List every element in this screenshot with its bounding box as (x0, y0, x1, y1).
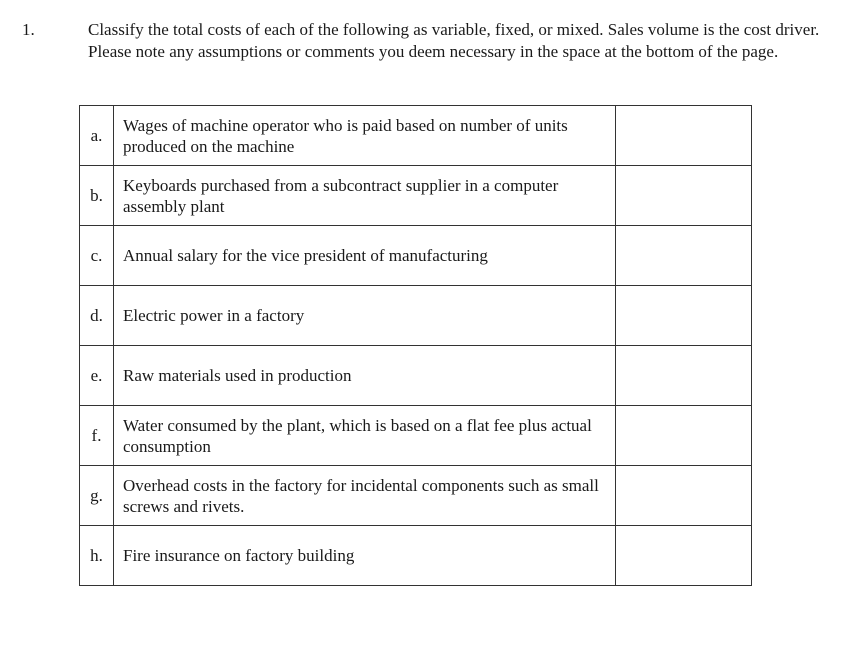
row-description: Water consumed by the plant, which is based on a flat fee plus actual consumption (114, 406, 616, 466)
table-row (80, 526, 752, 586)
answer-cell[interactable] (616, 466, 752, 526)
table-row (80, 406, 752, 466)
row-letter: e. (80, 346, 114, 406)
cost-classification-table (79, 105, 752, 586)
answer-cell[interactable] (616, 406, 752, 466)
row-description: Electric power in a factory (114, 286, 616, 346)
row-letter: d. (80, 286, 114, 346)
row-description: Annual salary for the vice president of manufacturing (114, 226, 616, 286)
table-row (80, 106, 752, 166)
row-letter: c. (80, 226, 114, 286)
answer-cell[interactable] (616, 286, 752, 346)
table-row (80, 346, 752, 406)
table-row (80, 166, 752, 226)
row-letter: f. (80, 406, 114, 466)
row-description: Keyboards purchased from a subcontract supplier in a computer assembly plant (114, 166, 616, 226)
answer-cell[interactable] (616, 346, 752, 406)
row-description: Fire insurance on factory building (114, 526, 616, 586)
table-row (80, 226, 752, 286)
row-letter: a. (80, 106, 114, 166)
question-text: Classify the total costs of each of the following as variable, fixed, or mixed. Sales volume is the cost driver. Please note any assumptions or comments you deem necessary in the space at the bottom of the page. (88, 20, 820, 61)
row-description: Overhead costs in the factory for incidental components such as small screws and rivets. (114, 466, 616, 526)
table-row (80, 286, 752, 346)
answer-cell[interactable] (616, 226, 752, 286)
row-description: Raw materials used in production (114, 346, 616, 406)
row-letter: h. (80, 526, 114, 586)
answer-cell[interactable] (616, 526, 752, 586)
row-letter: g. (80, 466, 114, 526)
answer-cell[interactable] (616, 106, 752, 166)
row-letter: b. (80, 166, 114, 226)
row-description: Wages of machine operator who is paid based on number of units produced on the machine (114, 106, 616, 166)
table-row (80, 466, 752, 526)
answer-cell[interactable] (616, 166, 752, 226)
question-number: 1. (22, 20, 35, 39)
